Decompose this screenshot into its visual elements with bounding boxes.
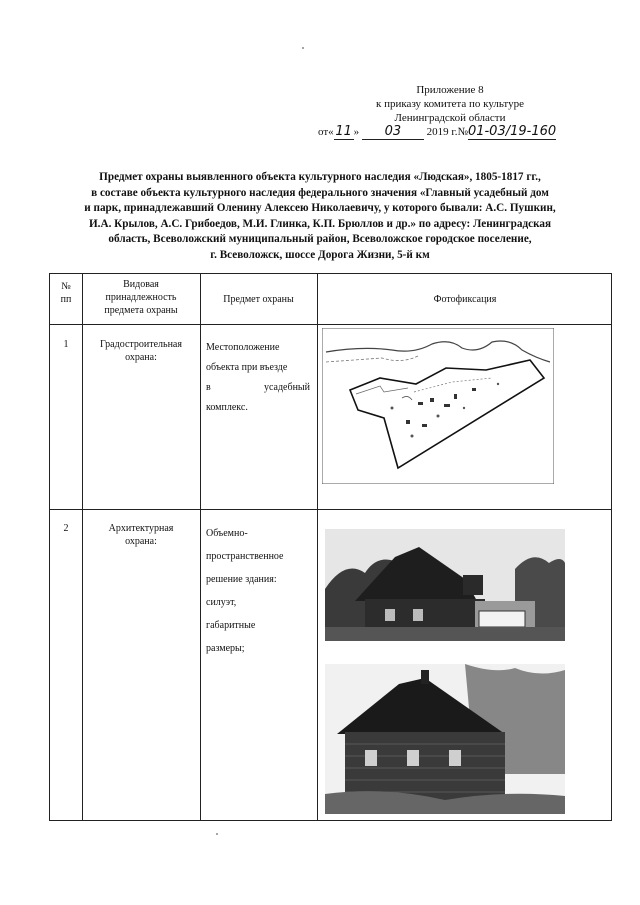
row1-subject-line: Местоположение bbox=[206, 342, 280, 353]
building-photo-1 bbox=[325, 529, 565, 641]
scan-dot bbox=[216, 833, 218, 835]
title-line: область, Всеволожский муниципальный район, Всеволожское городское поселение, bbox=[108, 233, 532, 245]
row2-subject-line: габаритные bbox=[206, 620, 256, 631]
title-line: в составе объекта культурного наследия федерального значения «Главный усадебный дом bbox=[91, 186, 549, 199]
row1-subject-line: объекта при въезде bbox=[206, 362, 288, 373]
document-title bbox=[40, 170, 600, 263]
row2-num: 2 bbox=[63, 523, 69, 534]
header-photo: Фотофиксация bbox=[433, 294, 497, 305]
appendix-header bbox=[300, 83, 600, 140]
row1-subject-line: комплекс. bbox=[206, 402, 248, 413]
header-type bbox=[82, 278, 200, 317]
protection-table bbox=[49, 273, 612, 821]
row1-subject-justified bbox=[206, 378, 310, 398]
from-prefix: от« bbox=[318, 126, 334, 138]
date-sep: » bbox=[353, 126, 360, 138]
title-line: г. Всеволожск, шоссе Дорога Жизни, 5-й км bbox=[210, 248, 430, 261]
header-subject: Предмет охраны bbox=[223, 294, 294, 305]
row2-subject-line: решение здания: bbox=[206, 574, 277, 585]
header-num-line: пп bbox=[60, 294, 72, 305]
order-number: 01-03/19-160 bbox=[467, 124, 557, 139]
col-divider bbox=[317, 274, 318, 820]
title-line: Предмет охраны выявленного объекта культурного наследия «Людская», 1805-1817 гг., bbox=[99, 171, 541, 183]
row1-type bbox=[82, 338, 200, 364]
row1-subject bbox=[206, 338, 310, 418]
header-type-line: Видовая bbox=[123, 279, 159, 290]
scan-dot bbox=[302, 47, 304, 49]
row-divider bbox=[50, 324, 611, 325]
row2-type-line: охрана: bbox=[125, 536, 157, 547]
row2-subject-line: пространственное bbox=[206, 551, 284, 562]
row1-subject-word: усадебный bbox=[263, 382, 310, 393]
row2-subject-line: Объемно- bbox=[206, 528, 248, 539]
title-line: И.А. Крылов, А.С. Грибоедов, М.И. Глинка, К.П. Брюллов и др.» по адресу: Ленинградская bbox=[88, 217, 552, 230]
order-day: 11 bbox=[335, 124, 352, 139]
building-photo-2 bbox=[325, 664, 565, 814]
row1-type-line: охрана: bbox=[125, 352, 157, 363]
header-num-line: № bbox=[61, 281, 71, 292]
row2-type bbox=[82, 522, 200, 548]
site-plan-map bbox=[322, 328, 554, 484]
order-date-number bbox=[300, 125, 600, 140]
row1-num: 1 bbox=[63, 339, 69, 350]
row1-subject-word: в bbox=[206, 382, 211, 393]
title-line: и парк, принадлежавший Оленину Алексею Николаевичу, у которого бывали: А.С. Пушкин, bbox=[84, 202, 556, 214]
header-type-line: предмета охраны bbox=[104, 305, 178, 316]
row2-type-line: Архитектурная bbox=[108, 523, 174, 534]
row2-subject-line: размеры; bbox=[206, 643, 245, 654]
order-month: 03 bbox=[362, 125, 424, 140]
header-type-line: принадлежность bbox=[105, 292, 177, 303]
appendix-line-3: Ленинградской области bbox=[394, 112, 506, 124]
row-divider bbox=[50, 509, 611, 510]
year-suffix: 2019 г.№ bbox=[426, 126, 468, 138]
col-divider bbox=[200, 274, 201, 820]
row1-type-line: Градостроительная bbox=[100, 339, 182, 350]
row2-subject-line: силуэт, bbox=[206, 597, 237, 608]
appendix-line-1: Приложение 8 bbox=[416, 84, 484, 96]
header-num bbox=[50, 280, 82, 306]
appendix-line-2: к приказу комитета по культуре bbox=[376, 98, 524, 110]
row2-subject bbox=[206, 522, 310, 660]
